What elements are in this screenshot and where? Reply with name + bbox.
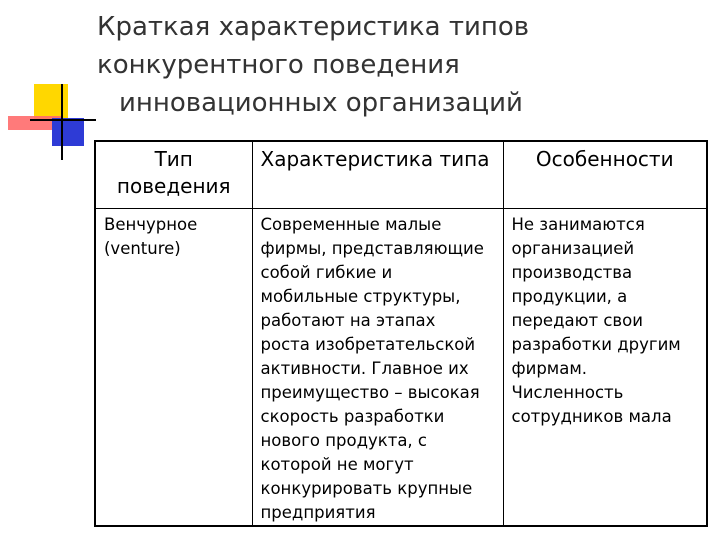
type-line: (venture) [104,239,181,258]
description-line: мобильные структуры, [260,287,461,306]
description-line: конкурировать крупные [260,479,473,498]
features-line: фирмам. [511,359,588,378]
description-line: работают на этапах [260,311,436,330]
description-line: Современные малые [260,215,442,234]
description-line: роста изобретательской [260,335,476,354]
slide-title [97,8,697,122]
features-line: Численность [511,383,624,402]
description-line: нового продукта, с [260,431,427,450]
deco-blue-square [52,118,84,146]
description-line: преимущество – высокая [260,383,480,402]
description-line: активности. Главное их [260,359,469,378]
header-type-characteristic [252,141,503,209]
features-line: продукции, а [511,287,628,306]
description-line: предприятия [260,503,376,522]
header-features-line: Особенности [535,147,674,171]
cell-type-characteristic [252,209,503,527]
table-header-row [95,141,707,209]
features-line: сотрудников мала [511,407,672,426]
title-line-3: инновационных организаций [119,88,523,118]
cell-features [503,209,707,527]
features-line: разработки другим [511,335,681,354]
description-line: фирмы, представляющие [260,239,484,258]
behavior-types-table [94,140,708,527]
features-line: организацией [511,239,635,258]
title-line-2: конкурентного поведения [97,50,460,80]
header-features [503,141,707,209]
features-line: Не занимаются [511,215,645,234]
title-line-1: Краткая характеристика типов [97,12,530,42]
description-line: скорость разработки [260,407,445,426]
description-line: которой не могут [260,455,414,474]
description-line: собой гибкие и [260,263,393,282]
cell-behavior-type [95,209,252,527]
header-description-line: Характеристика типа [260,147,490,171]
header-type-line: Тип [154,147,193,171]
features-line: передают свои [511,311,643,330]
header-type-line: поведения [116,174,231,198]
table-row [95,209,707,527]
type-line: Венчурное [104,215,198,234]
decorative-squares-graphic [0,0,100,170]
features-line: производства [511,263,633,282]
header-behavior-type [95,141,252,209]
